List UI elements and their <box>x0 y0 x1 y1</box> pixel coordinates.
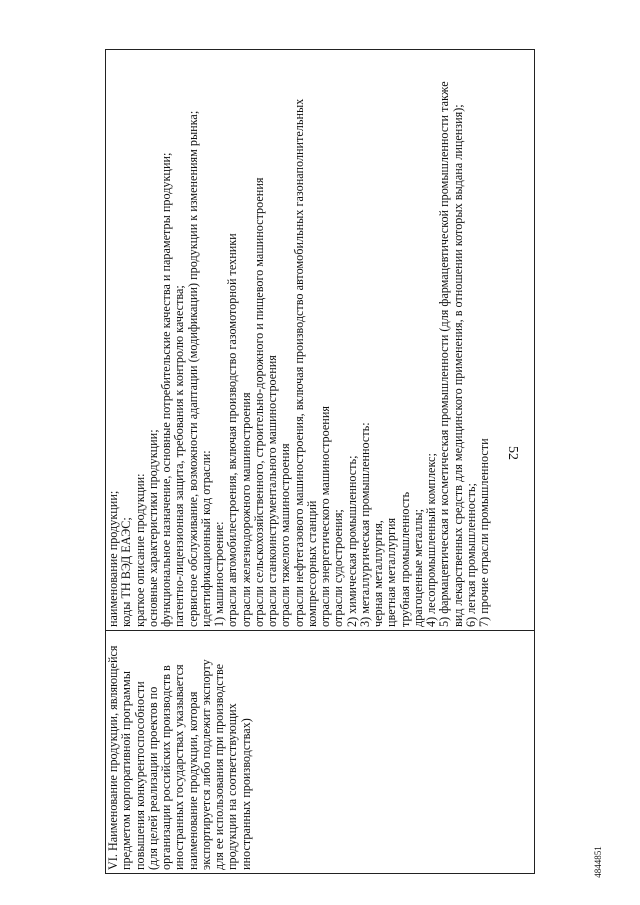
section-description-text: VI. Наименование продукции, являющейся предметом корпоративной программы повышения конкурентоспособности (для целей реализации проектов по организации российских производств в иностранных государствах указывается наименование продукции, которая экспортируется либо подлежит экспорту для ее использования при производстве продукции на соответствующих иностранных производствах) <box>106 645 253 870</box>
page-number: 52 <box>505 446 520 460</box>
list-item: вид лекарственных средств для медицинского применения, в отношении которых выдана лицензия); <box>450 104 465 627</box>
list-item: наименование продукции; <box>106 490 120 627</box>
list-item: 1) машиностроение: <box>212 521 226 627</box>
list-item: отрасли железнодорожного машиностроения <box>238 392 253 627</box>
list-item: функциональное назначение, основные потребительские качества и параметры продукции; <box>159 152 173 627</box>
rotated-table-area <box>105 64 535 874</box>
list-item: идентификационный код отрасли: <box>198 450 213 627</box>
list-item: трубная промышленность <box>397 491 412 627</box>
section-description-cell <box>106 631 535 874</box>
list-item: основные характеристики продукции; <box>145 429 160 627</box>
list-item: отрасли нефтегазового машиностроения, включая производство автомобильных газонаполнительных <box>291 98 306 627</box>
list-item: 5) фармацевтическая и косметическая промышленности (для фармацевтической промышленности также <box>437 81 452 627</box>
list-item: 3) металлургическая промышленность: <box>357 422 372 627</box>
list-item: драгоценные металлы; <box>410 509 425 627</box>
list-item: цветная металлургия <box>384 517 399 627</box>
product-information-table <box>105 49 535 874</box>
list-item: краткое описание продукции: <box>132 473 147 627</box>
table-row <box>106 50 535 874</box>
list-item: компрессорных станций <box>304 500 319 627</box>
requirements-list-cell <box>106 50 535 631</box>
list-item: отрасли судостроения; <box>331 509 346 627</box>
list-item: сервисное обслуживание, возможности адаптации (модификации) продукции к изменениям рынка; <box>185 110 200 627</box>
list-item: 6) легкая промышленность; <box>463 483 478 627</box>
list-item: 7) прочие отрасли промышленности <box>477 438 491 627</box>
list-item: отрасли сельскохозяйственного, строительно-дорожного и пищевого машиностроения <box>251 177 266 627</box>
list-item: отрасли тяжелого машиностроения <box>278 443 293 627</box>
list-item: отрасли энергетического машиностроения <box>318 406 332 627</box>
list-item: отрасли автомобилестроения, включая производство газомоторной техники <box>225 233 240 627</box>
list-item: черная металлургия, <box>371 520 385 627</box>
document-id: 4844851 <box>593 846 603 878</box>
list-item: патентно-лицензионная защита, требования к контролю качества; <box>172 285 187 627</box>
list-item: отрасли станкоинструментального машиностроения <box>265 355 279 627</box>
list-item: 2) химическая промышленность; <box>344 455 359 627</box>
list-item: коды ТН ВЭД ЕАЭС; <box>119 517 134 627</box>
list-item: 4) лесопромышленный комплекс; <box>424 453 438 627</box>
